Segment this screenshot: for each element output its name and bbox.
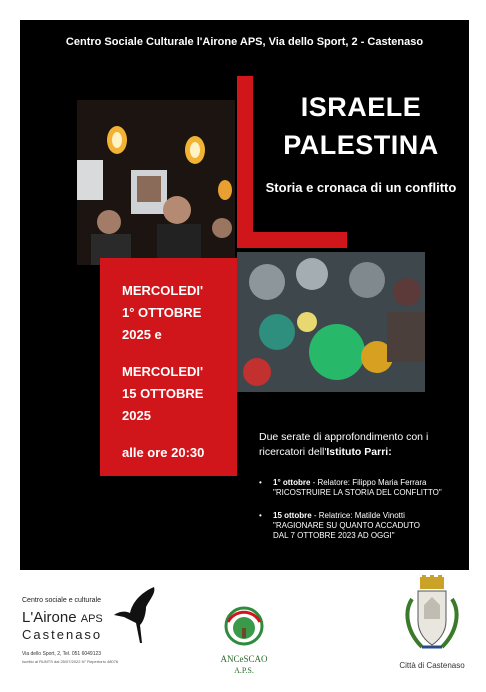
talk-2-speaker: - Relatrice: Matilde Vinotti <box>311 511 405 520</box>
city-coat-of-arms-icon <box>398 575 466 659</box>
institute-name: Istituto Parri: <box>326 446 392 458</box>
talk-1-date: 1° ottobre <box>273 478 311 487</box>
talk-1-speaker-line <box>273 478 463 488</box>
date-2-day: MERCOLEDI' <box>122 364 204 379</box>
comune-label: Città di Castenaso <box>399 661 465 670</box>
ancescao-emblem-icon <box>224 606 264 650</box>
event-poster <box>20 20 469 570</box>
airone-logo <box>22 585 162 675</box>
talk-1 <box>259 478 463 498</box>
description-line-1: Due serate di approfondimento con i <box>259 431 429 443</box>
ancescao-logo <box>214 604 274 684</box>
talk-1-title: "RICOSTRUIRE LA STORIA DEL CONFLITTO" <box>273 488 442 497</box>
comune-logo <box>394 575 470 675</box>
red-accent-horizontal <box>237 232 347 248</box>
airone-name <box>22 609 103 626</box>
airone-tagline: Centro sociale e culturale <box>22 597 101 604</box>
title-line-1: ISRAELE <box>300 92 422 122</box>
bullet-1: • <box>259 478 262 487</box>
date-2-year: 2025 <box>122 408 151 423</box>
food-distribution-photo <box>237 252 425 392</box>
date-1-year: 2025 e <box>122 327 162 342</box>
torch-protest-photo <box>77 100 235 265</box>
airone-aps: APS <box>80 613 103 625</box>
title-line-2: PALESTINA <box>283 130 439 160</box>
description-prefix: ricercatori dell' <box>259 446 327 458</box>
date-2-month: 15 OTTOBRE <box>122 386 204 401</box>
event-description <box>259 430 459 460</box>
airone-address: Via dello Sport, 2, Tel. 051 6049123 <box>22 651 102 657</box>
talk-2 <box>259 511 463 541</box>
airone-name-text: L'Airone <box>22 609 77 626</box>
talk-2-date: 15 ottobre <box>273 511 312 520</box>
ancescao-aps: A.P.S. <box>234 666 254 675</box>
date-1-month: 1° OTTOBRE <box>122 305 202 320</box>
venue-header: Centro Sociale Culturale l'Airone APS, Via dello Sport, 2 - Castenaso <box>65 36 424 48</box>
heron-icon <box>110 585 160 647</box>
airone-town: Castenaso <box>22 627 103 642</box>
talk-2-title-line-1: "RAGIONARE SU QUANTO ACCADUTO <box>273 521 421 530</box>
subtitle: Storia e cronaca di un conflitto <box>265 180 457 195</box>
red-accent-vertical <box>237 76 253 246</box>
event-dates-box <box>100 258 237 476</box>
talk-1-speaker: - Relatore: Filippo Maria Ferrara <box>310 478 427 487</box>
bullet-2: • <box>259 511 262 520</box>
ancescao-name: ANCeSCAO <box>220 654 268 664</box>
talk-2-speaker-line <box>273 511 463 521</box>
description-line-2 <box>259 445 459 460</box>
airone-registry: Iscritto al RUNTS dal 25/07/2022 N° Repertorio 48076 <box>22 659 119 664</box>
date-1-day: MERCOLEDI' <box>122 283 204 298</box>
event-time: alle ore 20:30 <box>122 445 205 460</box>
talk-2-title-line-2: DAL 7 OTTOBRE 2023 AD OGGI" <box>273 531 395 540</box>
